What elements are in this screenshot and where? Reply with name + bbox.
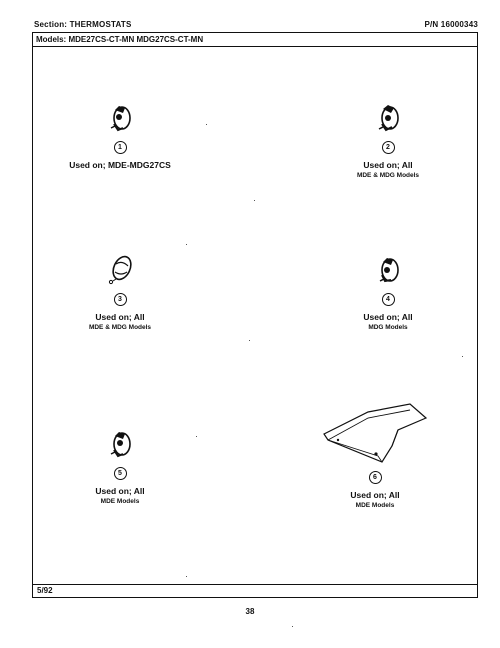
scan-speck <box>249 340 250 341</box>
item-number: 1 <box>114 141 127 154</box>
part-2 <box>318 100 458 180</box>
item-number: 5 <box>114 467 127 480</box>
used-on-label: Used on; All <box>350 490 400 500</box>
used-on-label: Used on; All <box>363 160 413 170</box>
part-1 <box>50 100 190 171</box>
item-number: 3 <box>114 293 127 306</box>
part-number: P/N 16000343 <box>424 20 478 29</box>
used-on-label: Used on; All <box>95 486 145 496</box>
thermostat-icon <box>105 100 135 138</box>
scan-speck <box>196 436 197 437</box>
scan-speck <box>254 200 255 201</box>
scan-speck <box>186 576 187 577</box>
models-note: MDE Models <box>100 498 140 505</box>
thermostat-icon <box>373 252 403 290</box>
scan-speck <box>292 626 293 627</box>
page-number: 38 <box>245 607 255 616</box>
scan-speck <box>462 356 463 357</box>
footer-rule <box>33 584 477 597</box>
revision-date: 5/92 <box>37 586 53 595</box>
scan-speck <box>186 244 187 245</box>
section-title: Section: THERMOSTATS <box>34 20 132 29</box>
models-note: MDE Models <box>355 502 395 509</box>
item-number: 2 <box>382 141 395 154</box>
thermostat-disc-icon <box>100 250 140 290</box>
models-note: MDE & MDG Models <box>88 324 152 331</box>
thermostat-icon <box>105 426 135 464</box>
used-on-label: Used on; All <box>95 312 145 322</box>
scan-speck <box>206 124 207 125</box>
part-3 <box>50 250 190 332</box>
used-on-label: Used on; MDE-MDG27CS <box>69 160 171 170</box>
models-line: Models: MDE27CS-CT-MN MDG27CS-CT-MN <box>33 33 477 47</box>
bracket-icon <box>320 400 430 468</box>
used-on-label: Used on; All <box>363 312 413 322</box>
page-header <box>32 20 478 32</box>
models-note: MDE & MDG Models <box>356 172 420 179</box>
item-number: 4 <box>382 293 395 306</box>
item-number: 6 <box>369 471 382 484</box>
models-note: MDG Models <box>368 324 408 331</box>
part-4 <box>318 252 458 332</box>
thermostat-icon <box>373 100 403 138</box>
part-6 <box>300 400 450 510</box>
part-5 <box>50 426 190 506</box>
